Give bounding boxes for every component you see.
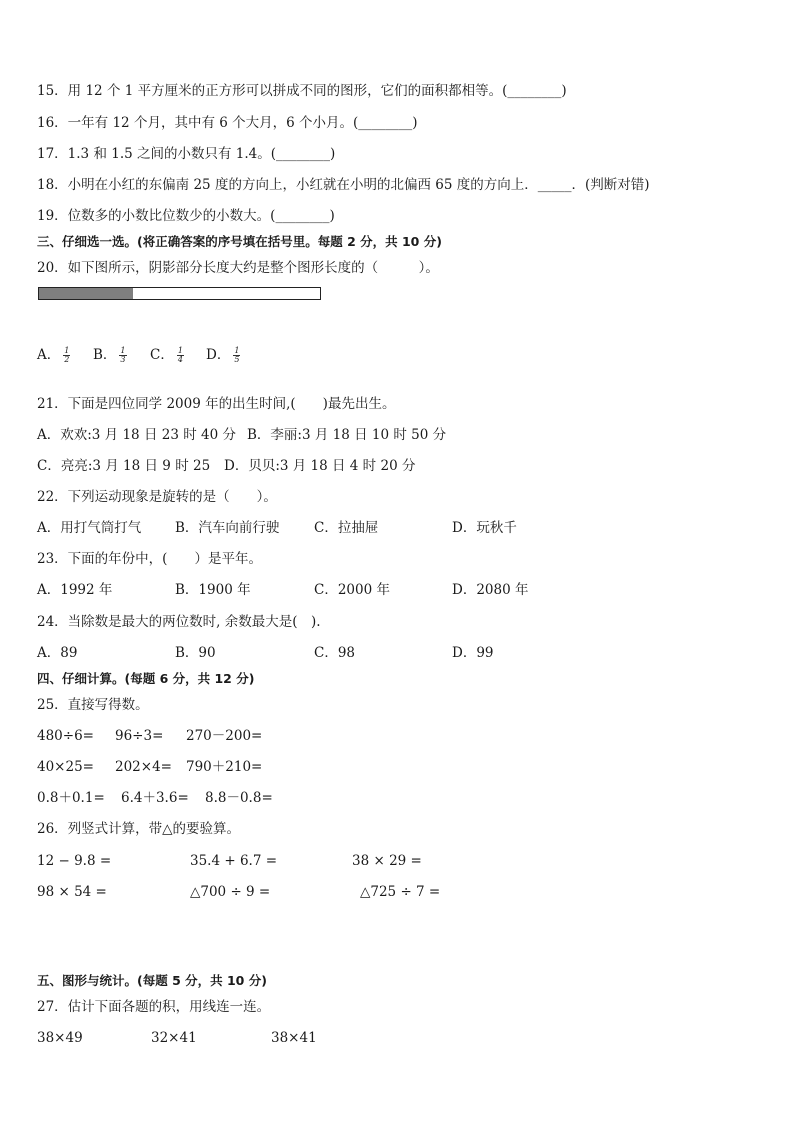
question-16: 16．一年有 12 个月，其中有 6 个大月，6 个小月。(________)	[37, 115, 418, 131]
fraction	[177, 347, 184, 364]
question-15: 15．用 12 个 1 平方厘米的正方形可以拼成不同的图形，它们的面积都相等。(________)	[37, 83, 567, 99]
question-25: 25．直接写得数。	[37, 697, 149, 713]
fraction-numerator: 1	[120, 346, 126, 355]
q26-problem: 12 − 9.8 =	[37, 853, 112, 869]
q23-option-b: B．1900 年	[175, 582, 251, 598]
fraction-numerator: 1	[234, 346, 240, 355]
q23-option-d: D．2080 年	[452, 582, 529, 598]
section-5-heading: 五、图形与统计。(每题 5 分，共 10 分)	[37, 973, 267, 988]
option-label: B．	[93, 347, 117, 363]
q23-option-c: C．2000 年	[314, 582, 390, 598]
q25-problem: 8.8－0.8=	[205, 790, 273, 806]
q20-option-a	[37, 346, 70, 364]
question-26: 26．列竖式计算，带△的要验算。	[37, 821, 241, 837]
fraction-denominator: 4	[177, 355, 183, 364]
question-20: 20．如下图所示，阴影部分长度大约是整个图形长度的（ ）。	[37, 260, 439, 276]
option-label: D．	[206, 347, 231, 363]
q21-option-d: D．贝贝:3 月 18 日 4 时 20 分	[224, 458, 416, 474]
q27-item: 38×41	[271, 1030, 317, 1046]
fraction	[119, 347, 126, 364]
q20-option-c	[150, 346, 184, 364]
q26-problem: △700 ÷ 9 =	[190, 884, 271, 900]
q20-option-b	[93, 346, 127, 364]
q24-option-b: B．90	[175, 645, 216, 661]
q24-option-d: D．99	[452, 645, 494, 661]
fraction-numerator: 1	[177, 346, 183, 355]
question-18: 18．小明在小红的东偏南 25 度的方向上，小红就在小明的北偏西 65 度的方向上．_____．(判断对错)	[37, 177, 650, 193]
q22-option-d: D．玩秋千	[452, 520, 517, 536]
q21-option-c: C．亮亮:3 月 18 日 9 时 25	[37, 458, 211, 474]
q25-problem: 202×4=	[115, 759, 172, 775]
question-27: 27．估计下面各题的积，用线连一连。	[37, 999, 271, 1015]
q21-option-a: A．欢欢:3 月 18 日 23 时 40 分	[37, 427, 236, 443]
option-label: A．	[37, 347, 61, 363]
question-23: 23．下面的年份中，( ）是平年。	[37, 551, 262, 567]
q20-option-d	[206, 346, 240, 364]
q26-problem: 98 × 54 =	[37, 884, 107, 900]
q25-problem: 480÷6=	[37, 728, 94, 744]
q21-option-b: B．李丽:3 月 18 日 10 时 50 分	[247, 427, 447, 443]
q25-problem: 0.8＋0.1=	[37, 790, 105, 806]
question-17: 17．1.3 和 1.5 之间的小数只有 1.4。(________)	[37, 146, 336, 162]
q25-problem: 270－200=	[186, 728, 263, 744]
q22-option-c: C．拉抽屉	[314, 520, 379, 536]
q26-problem: 35.4 + 6.7 =	[190, 853, 278, 869]
question-24: 24．当除数是最大的两位数时, 余数最大是( ).	[37, 614, 321, 630]
q26-problem: 38 × 29 =	[352, 853, 422, 869]
q27-item: 32×41	[151, 1030, 197, 1046]
q22-option-a: A．用打气筒打气	[37, 520, 142, 536]
fraction	[63, 347, 70, 364]
q24-option-c: C．98	[314, 645, 356, 661]
question-19: 19．位数多的小数比位数少的小数大。(________)	[37, 208, 335, 224]
section-4-heading: 四、仔细计算。(每题 6 分，共 12 分)	[37, 671, 255, 686]
q27-item: 38×49	[37, 1030, 83, 1046]
q25-problem: 6.4＋3.6=	[121, 790, 189, 806]
question-21: 21．下面是四位同学 2009 年的出生时间,( )最先出生。	[37, 396, 396, 412]
q25-problem: 96÷3=	[115, 728, 164, 744]
q23-option-a: A．1992 年	[37, 582, 113, 598]
fraction-numerator: 1	[64, 346, 70, 355]
section-3-heading: 三、仔细选一选。(将正确答案的序号填在括号里。每题 2 分，共 10 分)	[37, 234, 442, 249]
q24-option-a: A．89	[37, 645, 78, 661]
option-label: C．	[150, 347, 174, 363]
fraction-denominator: 5	[234, 355, 240, 364]
q26-problem: △725 ÷ 7 =	[360, 884, 441, 900]
fraction-denominator: 3	[120, 355, 126, 364]
fraction	[233, 347, 240, 364]
question-22: 22．下列运动现象是旋转的是（ ）。	[37, 489, 277, 505]
q25-problem: 40×25=	[37, 759, 94, 775]
q22-option-b: B．汽车向前行驶	[175, 520, 280, 536]
q25-problem: 790＋210=	[186, 759, 263, 775]
fraction-denominator: 2	[64, 355, 70, 364]
length-bar-shaded	[39, 288, 133, 299]
length-bar-figure	[38, 287, 321, 300]
